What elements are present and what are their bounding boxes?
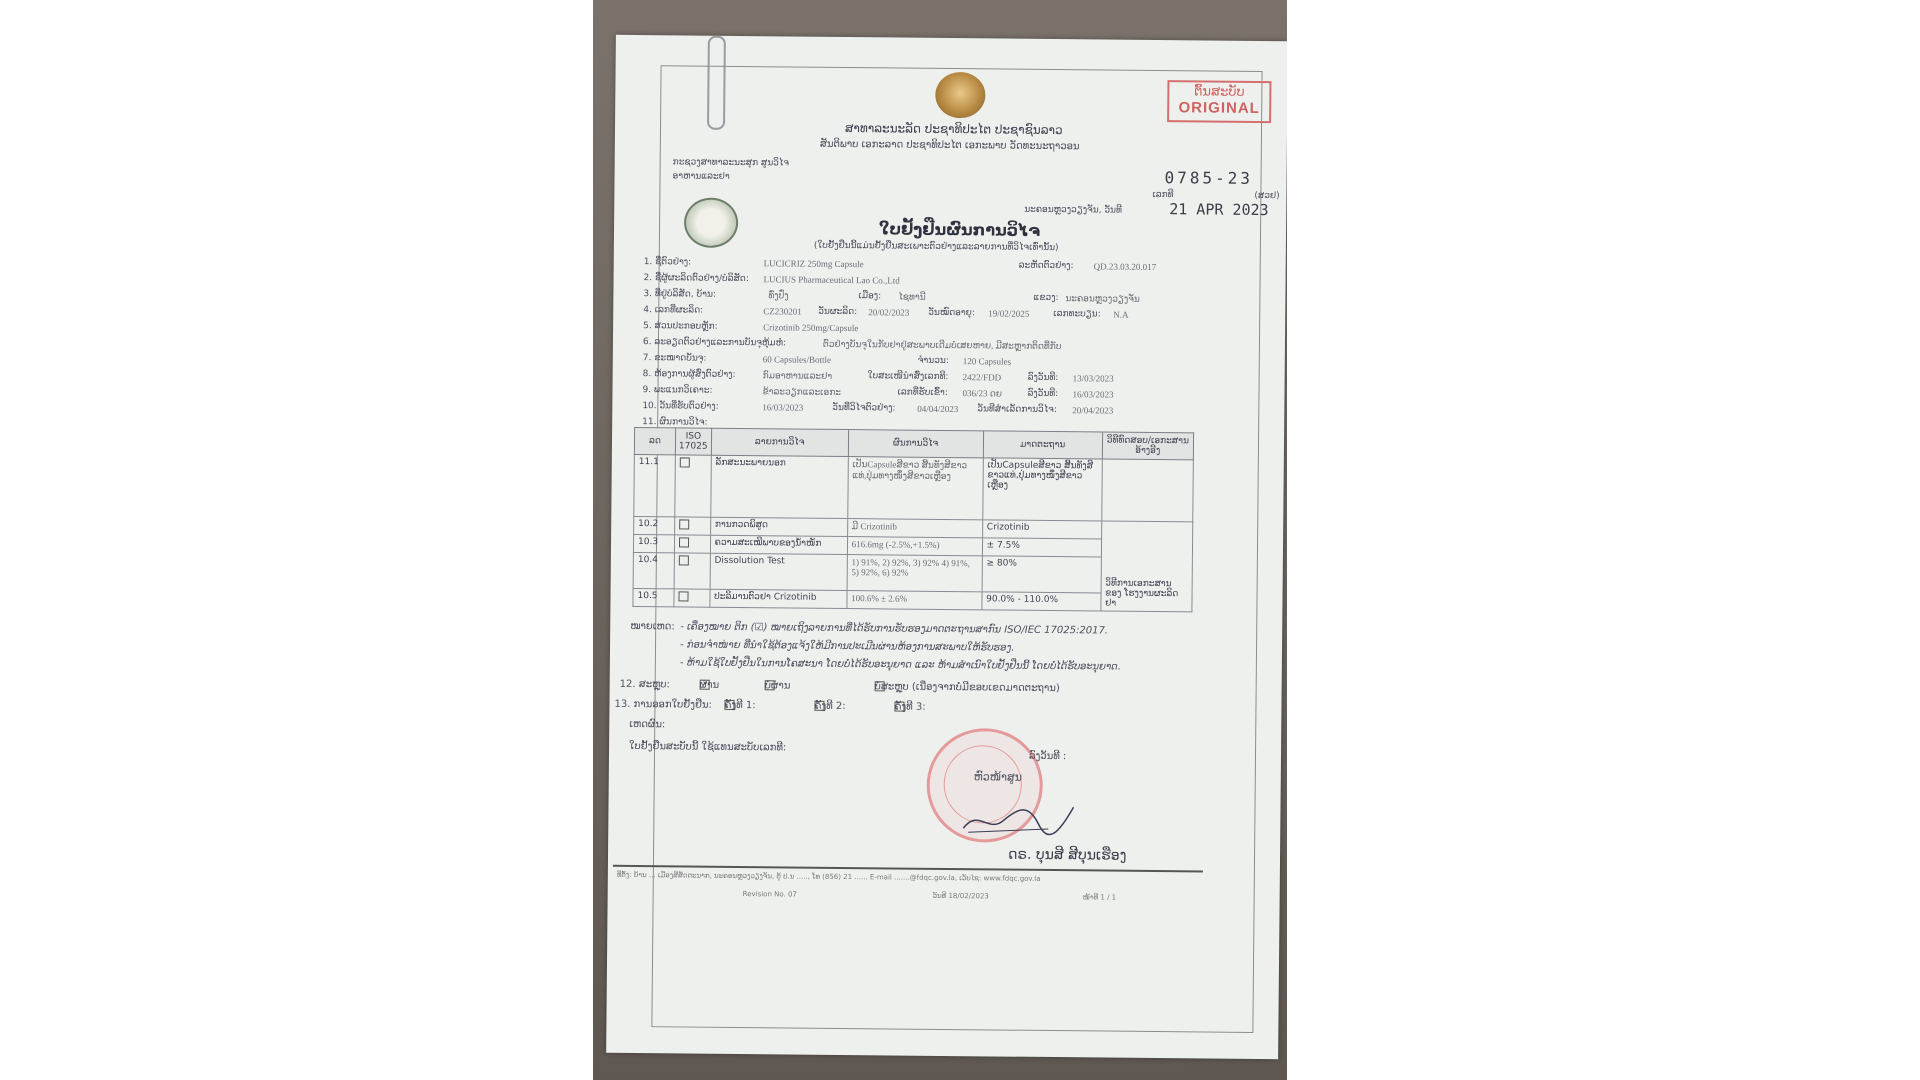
field-value: 2422/FDD bbox=[962, 372, 1002, 383]
field-value: CZ230201 bbox=[763, 306, 802, 317]
issue-3-checkbox bbox=[894, 702, 904, 712]
cell-no: 10.4 bbox=[633, 552, 674, 588]
field-label: 7. ຂະໜາດບັນຈຸ: bbox=[642, 353, 707, 364]
undecided-label: ບໍ່ສະຫຼຸບ (ເນື່ອງຈາກບໍ່ມີຂອບເຂດມາດຕະຖານ) bbox=[874, 681, 1060, 695]
field-label: ແຂວງ: bbox=[1033, 292, 1059, 304]
field-label: ລົງວັນທີ: bbox=[1027, 388, 1059, 400]
note-3: - ຫ້າມໃຊ້ໃບຢັ້ງຢືນໃນການໂຄສະນາ ໂດຍບໍ່ໄດ້ຮັບອະນຸຍາດ ແລະ ຫ້າມສຳເນົາໃບຢັ້ງຢືນນີ້ ໂດຍບໍ່ໄດ້ຮັບອະນຸຍາດ. bbox=[679, 657, 1121, 673]
original-stamp-lao: ຕົ້ນສະບັບ bbox=[1194, 83, 1245, 99]
col-method: ວິທີທົດສອບ/ເອກະສານອ້າງອີງ bbox=[1102, 432, 1194, 460]
cell-no: 10.2 bbox=[634, 516, 675, 534]
ministry-name: ກະຊວງສາທາລະນະສຸກ ສູນວິໄຈອາຫານແລະຢາ bbox=[672, 157, 789, 182]
cell-no: 10.5 bbox=[633, 588, 674, 606]
footer-revision: Revision No. 07 bbox=[742, 890, 797, 899]
document-title: ໃບຢັ້ງຢືນຜົນການວິໄຈ bbox=[878, 219, 1041, 240]
field-value: ຕົວຢ່າງບັນຈຸໃນກັບຢາຢູ່ສະພາບເດີມບໍ່ເສຍຫາຍ, ມີສະຫຼາກຕິດທີ່ກັບ bbox=[822, 338, 1062, 352]
field-label: ໃບສະເໜີນຳສົ່ງເລກທີ: bbox=[867, 371, 949, 383]
cell-iso bbox=[674, 589, 710, 607]
cell-iso bbox=[675, 455, 711, 517]
field-label: ວັນໝົດອາຍຸ: bbox=[928, 307, 975, 319]
certificate-number-unit: (ສວຢ) bbox=[1254, 190, 1280, 202]
field-value: 120 Capsules bbox=[962, 356, 1012, 367]
issue-3-label: ຄັ້ງທີ 3: bbox=[894, 701, 926, 713]
field-value: 16/03/2023 bbox=[762, 402, 804, 413]
note-2: - ກ່ອນຈຳໜ່າຍ ທີ່ນຳໃຊ້ຕ້ອງແຈ້ງໃຫ້ມີການປະເມີນຜ່ານຫ້ອງການສະພາບໃຫ້ຮັບຮອງ. bbox=[679, 639, 1015, 654]
field-value: ໄຊທານີ bbox=[898, 291, 926, 302]
field-label: ລົງວັນທີ: bbox=[1027, 372, 1059, 384]
certificate-sheet bbox=[606, 35, 1287, 1059]
notes-label: ໝາຍເຫດ: bbox=[630, 620, 675, 633]
cell-no: 10.3 bbox=[633, 534, 674, 552]
cell-spec: ≥ 80% bbox=[982, 556, 1101, 593]
field-label: ວັນຜະລິດ: bbox=[818, 306, 858, 318]
field-value: 036/23 ດຍ bbox=[962, 388, 1002, 399]
field-label: ລະຫັດຕົວຢ່າງ: bbox=[1018, 260, 1074, 272]
issue-1-checkbox bbox=[724, 700, 734, 710]
cell-item: ລັກສະນະພາຍນອກ bbox=[710, 455, 848, 518]
issue-label: 13. ການອອກໃບຢັ້ງຢືນ: bbox=[614, 698, 712, 711]
field-value: ຂ້າລະວຽກແລະເອກະ bbox=[762, 386, 842, 397]
field-value: Crizotinib 250mg/Capsule bbox=[763, 322, 859, 334]
field-value: N.A bbox=[1113, 309, 1129, 320]
cell-result: 616.6mg (-2.5%,+1.5%) bbox=[847, 537, 982, 556]
col-item: ລາຍການວິໄຈ bbox=[711, 428, 848, 456]
cell-method-empty bbox=[1101, 459, 1193, 522]
field-value: QD.23.03.20.017 bbox=[1093, 261, 1157, 272]
field-label: 6. ລະອຽດຕົວຢ່າງແລະການບັນຈຸຫຸ້ມຫໍ່: bbox=[642, 337, 787, 349]
iso-checkbox bbox=[679, 555, 689, 565]
national-emblem-icon bbox=[935, 72, 985, 118]
field-label: 9. ພະແນກວິເຄາະ: bbox=[642, 385, 713, 396]
signer-name: ດຣ. ບຸນສີ ສີບຸນເຮືອງ bbox=[1007, 846, 1127, 864]
fail-label: ບໍ່ຜ່ານ bbox=[764, 680, 791, 692]
field-value: ກົມອາຫານແລະຢາ bbox=[762, 370, 833, 381]
col-no: ລດ bbox=[634, 427, 675, 454]
cell-item: ປະລິມານຕົວຢາ Crizotinib bbox=[710, 589, 847, 608]
field-label: 2. ຊື່ຜູ້ຜະລິດຕົວຢ່າງ/ບໍລິສັດ: bbox=[643, 273, 749, 285]
iso-checkbox bbox=[679, 537, 689, 547]
footer-address: ທີ່ຕັ້ງ: ບ້ານ ... ເມືອງສີສັດຕະນາກ, ນະຄອນຫຼວງວຽງຈັນ, ຕູ້ ປ.ນ ....., ໂທ (856) 21 ...... E-mail .......@fdqc.gov.la, ເວັບໄຊ: www.fdqc.gov.la bbox=[616, 870, 1041, 883]
cell-spec: 90.0% - 110.0% bbox=[982, 592, 1101, 611]
field-label: 8. ຫ້ອງການຜູ້ສົ່ງຕົວຢ່າງ: bbox=[642, 369, 736, 380]
field-label: ເມືອງ: bbox=[858, 291, 882, 302]
gov-line-1: ສາທາລະນະລັດ ປະຊາທິປະໄຕ ປະຊາຊົນລາວ bbox=[844, 121, 1063, 138]
cell-method: ວິທີການເອກະສານຂອງ ໂຮງງານຜະລິດຢາ bbox=[1101, 521, 1193, 612]
cell-spec: ± 7.5% bbox=[982, 538, 1101, 557]
note-1: - ເຄື່ອງໝາຍ ຕິກ (☑) ໝາຍເຖິງລາຍການທີ່ໄດ້ຮັບການຮັບຮອງມາດຕະຖານສາກົນ ISO/IEC 17025:2017. bbox=[680, 621, 1109, 637]
cell-iso bbox=[674, 553, 710, 589]
original-stamp bbox=[1167, 80, 1271, 123]
cell-result: ເປັນCapsuleສີຂາວ ສີ້ນທັງສີຂາວແທ່,ປຸ່ມທາງໜຶ່ງສີຂາວເຫຼືອງ bbox=[847, 457, 983, 520]
cell-no: 11.1 bbox=[634, 454, 676, 516]
photo-background bbox=[593, 0, 1287, 1080]
field-value: ທົ່ງປົ່ງ bbox=[768, 290, 789, 301]
field-value: 04/04/2023 bbox=[917, 403, 959, 415]
footer-effective: ວັນທີ 18/02/2023 bbox=[932, 891, 989, 901]
cell-result: 100.6% ± 2.6% bbox=[847, 591, 982, 610]
col-spec: ມາດຕະຖານ bbox=[983, 431, 1102, 459]
cell-iso bbox=[675, 517, 711, 535]
issue-1-label: ຄັ້ງທີ 1: bbox=[724, 699, 756, 712]
field-label: ເລກທີ່ຮັບເຂົ້າ: bbox=[897, 387, 948, 399]
cell-result: 1) 91%, 2) 92%, 3) 92% 4) 91%, 5) 92%, 6) 92% bbox=[847, 555, 982, 592]
col-result: ຜົນການວິໄຈ bbox=[848, 430, 983, 458]
cell-item: ຄວາມສະເໝີພາບຂອງນ້ຳໜັກ bbox=[710, 535, 847, 554]
field-value: 20/04/2023 bbox=[1072, 405, 1114, 416]
original-stamp-en: ORIGINAL bbox=[1178, 99, 1260, 117]
iso-checkbox bbox=[679, 519, 689, 529]
certificate-number-label: ເລກທີ bbox=[1152, 189, 1174, 201]
field-value: 16/03/2023 bbox=[1072, 389, 1114, 400]
field-value: LUCIUS Pharmaceutical Lao Co.,Ltd bbox=[763, 274, 900, 286]
field-value: 19/02/2025 bbox=[988, 308, 1030, 319]
handwritten-signature bbox=[958, 798, 1078, 839]
issue-2-label: ຄັ້ງທີ 2: bbox=[814, 700, 846, 713]
conclusion-label: 12. ສະຫຼຸບ: bbox=[619, 678, 670, 691]
field-label: 5. ສ່ວນປະກອບຫຼັກ: bbox=[643, 321, 718, 332]
iso-checkbox bbox=[678, 591, 688, 601]
cell-spec: ເປັນCapsuleສີຂາວ ສີ້ນທັງສີຂາວແທ່,ປຸ່ມທາງໜຶ່ງສີຂາວເຫຼືອງ bbox=[982, 458, 1102, 521]
lab-logo-icon bbox=[684, 197, 738, 248]
issue-2-checkbox bbox=[814, 701, 824, 711]
footer-page: ໜ້າທີ 1 / 1 bbox=[1082, 893, 1117, 902]
cell-item: ການກວດພິສູດ bbox=[710, 517, 847, 536]
field-label: ວັນທີ່ວິໄຈຕົວຢ່າງ: bbox=[832, 402, 896, 414]
pass-label: ຜ່ານ bbox=[699, 679, 720, 691]
document-footer bbox=[612, 865, 1202, 917]
issue-date-label: ນະຄອນຫຼວງວຽງຈັນ, ວັນທີ bbox=[1024, 204, 1122, 216]
results-table bbox=[632, 427, 1194, 612]
reason-label: ເຫດຜົນ: bbox=[629, 718, 666, 731]
sign-date-label: ລົງວັນທີ : bbox=[1028, 750, 1067, 763]
field-label: 1. ຊື່ຕົວຢ່າງ: bbox=[643, 257, 692, 268]
head-label: ຫົວໜ້າສູນ bbox=[973, 770, 1023, 784]
field-value: 13/03/2023 bbox=[1072, 373, 1114, 384]
cell-spec: Crizotinib bbox=[982, 520, 1101, 539]
field-value: 20/02/2023 bbox=[868, 307, 910, 318]
replace-label: ໃບຢັ້ງຢືນສະບັບນີ້ ໃຊ້ແທນສະບັບເລກທີ: bbox=[629, 740, 787, 754]
field-label: ວັນທີສຳເລັດການວິໄຈ: bbox=[977, 404, 1057, 416]
field-label: 11. ຜົນການວິໄຈ: bbox=[642, 417, 708, 428]
field-label: 4. ເລກທີ່ຜະລິດ: bbox=[643, 305, 704, 316]
field-value: LUCICRIZ 250mg Capsule bbox=[763, 258, 864, 270]
field-label: 3. ທີ່ຢູ່ບໍລິສັດ, ບ້ານ: bbox=[643, 289, 716, 300]
table-row bbox=[634, 454, 1194, 521]
field-label: ຈຳນວນ: bbox=[917, 355, 949, 367]
document-subtitle: (ໃບຢັ້ງຢືນນີ້ແມ່ນຢັ້ງຢືນສະເພາະຕົວຢ່າງແລະລາຍການທີ່ວິໄຈເທົ່ານັ້ນ) bbox=[813, 240, 1059, 254]
field-value: ນະຄອນຫຼວງວຽງຈັນ bbox=[1065, 293, 1140, 304]
issue-date: 21 APR 2023 bbox=[1169, 200, 1269, 220]
cell-result: ມີ Crizotinib bbox=[847, 519, 982, 538]
cell-iso bbox=[674, 535, 710, 553]
field-label: 10. ວັນທີ່ຮັບຕົວຢ່າງ: bbox=[642, 401, 719, 412]
field-value: 60 Capsules/Bottle bbox=[762, 354, 832, 365]
certificate-number: 0785-23 bbox=[1164, 168, 1254, 188]
col-iso: ISO 17025 bbox=[675, 428, 711, 455]
field-label: ເລກທະບຽນ: bbox=[1053, 309, 1101, 320]
cell-item: Dissolution Test bbox=[710, 553, 847, 590]
gov-line-2: ສັນຕິພາບ ເອກະລາດ ປະຊາທິປະໄຕ ເອກະພາບ ວັດທະນະຖາວອນ bbox=[819, 138, 1080, 153]
iso-checkbox bbox=[680, 457, 690, 467]
